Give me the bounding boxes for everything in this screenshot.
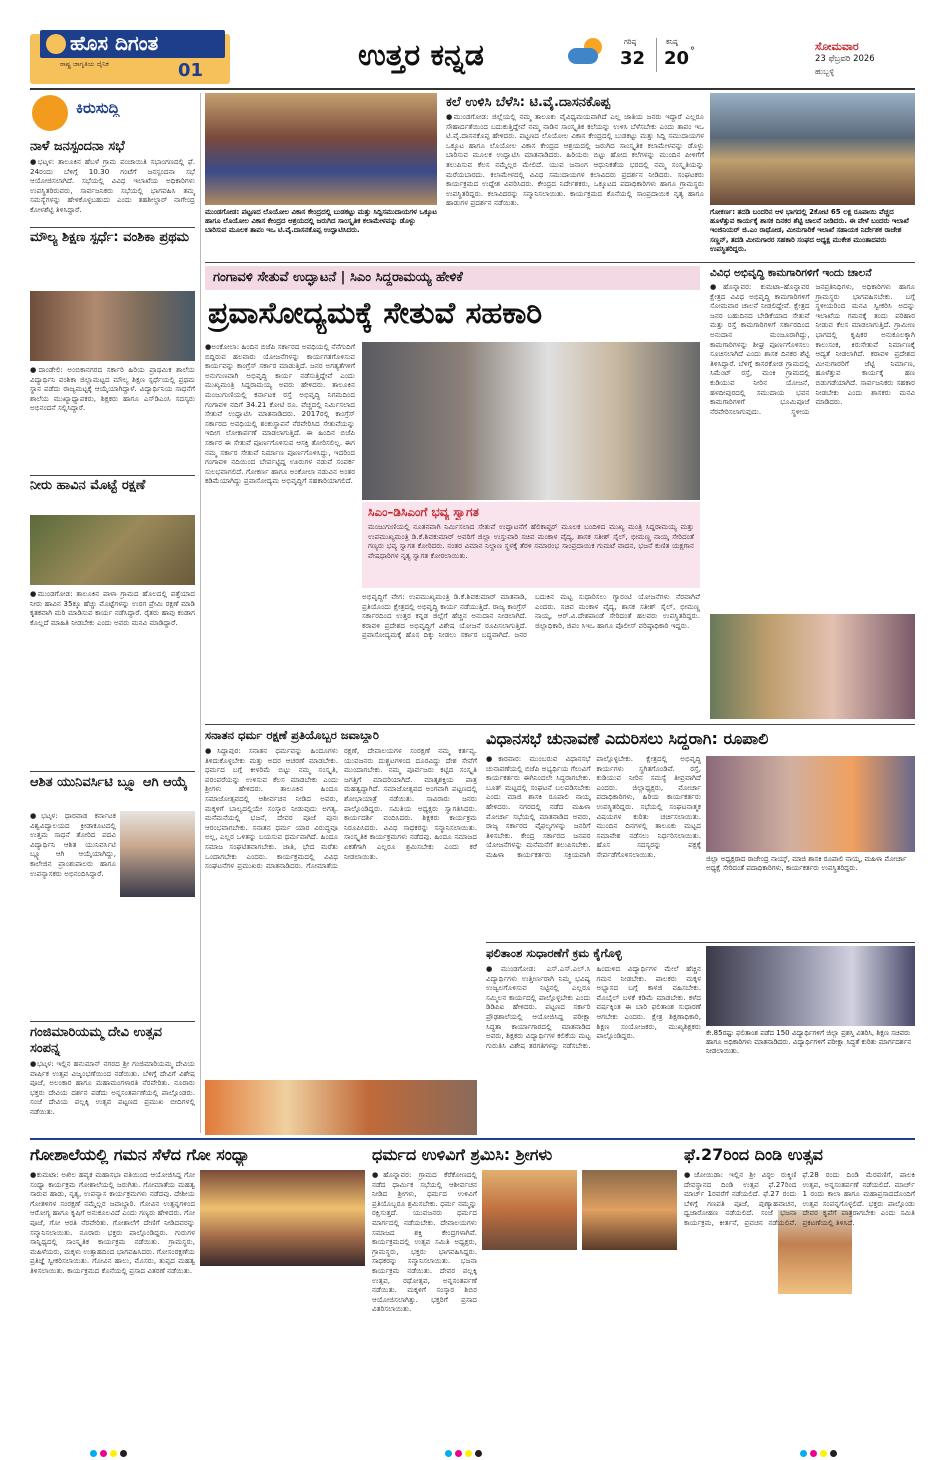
harbor-dredging-photo — [710, 93, 915, 205]
registration-dots — [800, 1442, 840, 1460]
story-headline: ವಿವಿಧ ಅಭಿವೃದ್ಧಿ ಕಾಮಗಾರಿಗಳಿಗೆ ಇಂದು ಚಾಲನೆ — [710, 267, 872, 279]
students-photo — [30, 291, 195, 361]
cultural-fair-photo — [205, 93, 437, 205]
story-headline: ಸನಾತನ ಧರ್ಮ ರಕ್ಷಣೆ ಪ್ರತಿಯೊಬ್ಬರ ಜವಾಬ್ದಾರಿ — [205, 728, 380, 742]
logo-text: ಹೊಸ ದಿಗಂತ — [70, 31, 159, 55]
story-body: ●ಜೋಯಿಡಾ: ಇಲ್ಲಿನ ಶ್ರೀ ವಿಠ್ಠಲ ರುಕ್ಮಿಣಿ ದೇವಸ್ಥಾನದ ದಿಂಡಿ ಉತ್ಸವ ಫೆ.27ರಿಂದ ಮಾರ್ಚ್ 1ರವರೆಗೆ ನಡೆಯಲಿದೆ. ಫೆ.27 ರಂದು ಬೆಳಿಗ್ಗೆ ಗಣಪತಿ ಪೂಜೆ, ಪುಣ್ಯಾಹವಾಚನ, ಧ್ವಜಾರೋಹಣ ನಡೆಯಲಿದೆ. ಸಂಜೆ ಭಜನಾ ಕಾರ್ಯಕ್ರಮ, ಕೀರ್ತನೆ, ಪ್ರವಚನ ನಡೆಯಲಿವೆ. ಫೆ.28 ರಂದು ದಿಂಡಿ ಮೆರವಣಿಗೆ, ಪಾಲಕಿ ಉತ್ಸವ, ಅನ್ನಸಂತರ್ಪಣೆ ನಡೆಯಲಿದೆ. ಮಾರ್ಚ್ 1 ರಂದು ಕಾಲಾ ಹಾಗೂ ಮಹಾಪ್ರಸಾದದೊಂದಿಗೆ ಉತ್ಸವ ಸಂಪನ್ನಗೊಳ್ಳಲಿದೆ. ಭಕ್ತರು ಪಾಲ್ಗೊಂಡು ದೇವರ ಕೃಪೆಗೆ ಪಾತ್ರರಾಗಬೇಕು ಎಂದು ಸಮಿತಿ ಪ್ರಕಟಣೆಯಲ್ಲಿ ತಿಳಿಸಿದೆ. — [684, 1170, 915, 1227]
edition-title: ಉತ್ತರ ಕನ್ನಡ — [358, 38, 484, 73]
student-portrait — [120, 811, 195, 897]
photo-caption: ಜಿಲ್ಲಾ ಅಧ್ಯಕ್ಷರಾದ ರಾಜೇಂದ್ರ ನಾಯ್ಕ್, ಮಾಜಿ ಶಾಸಕಿ ರೂಪಾಲಿ ನಾಯ್ಕ, ಮಹಿಳಾ ಮೋರ್ಚಾ ಅಧ್ಯಕ್ಷೆ ಸೇರಿದಂತೆ ಪದಾಧಿಕಾರಿಗಳು, ಕಾರ್ಯಕರ್ತರು ಉಪಸ್ಥಿತರಿದ್ದರು. — [706, 855, 907, 873]
snake-eggs-photo — [30, 515, 195, 585]
photo-caption: ಮುಂಡಗೋಡ: ಪಟ್ಟಣದ ಲೊಯೋಲ ವಿಕಾಸ ಕೇಂದ್ರದಲ್ಲಿ ಬುಡಕಟ್ಟು ಮತ್ತು ಸಿದ್ದಿಸಮುದಾಯಗಳ ಒಕ್ಕೂಟ ಹಾಗೂ ಲೊಯೋಲ ವಿಕಾಸ ಕೇಂದ್ರದ ಆಶ್ರಯದಲ್ಲಿ ಜರುಗಿದ ಸಾಂಸ್ಕೃತಿಕ ಕಲಾಮೇಳವನ್ನು ಡೊಳ್ಳು ಬಾರಿಸುವ ಮೂಲಕ ತಾಪಂ ಇಒ ಟಿ.ವೈ.ದಾಸನಕೊಪ್ಪ ಉದ್ಘಾಟಿಸಿದರು. — [205, 208, 437, 235]
story-body: ●ಹೊನ್ನಾವರ: ಕುಮಟಾ–ಹೊನ್ನಾವರ ಕ್ಷೇತ್ರದ ವಿವಿಧ ಅಭಿವೃದ್ಧಿ ಕಾಮಗಾರಿಗಳಿಗೆ ಸೋಮವಾರ ಚಾಲನೆ ನೀಡಲಿದ್ದೇವೆ. ಕ್ಷೇತ್ರದ ಜನರ ಬಹುದಿನದ ಬೇಡಿಕೆಯಾದ ಸೇತುವೆ ಮತ್ತು ರಸ್ತೆ ಕಾಮಗಾರಿಗಳಿಗೆ ಸರ್ಕಾರದಿಂದ ಅನುದಾನ ಮಂಜೂರಾಗಿದ್ದು, ಕಾಮಗಾರಿಗಳನ್ನು ಶೀಘ್ರ ಪೂರ್ಣಗೊಳಿಸಲು ಸೂಚಿಸಲಾಗಿದೆ ಎಂದು ಶಾಸಕ ದಿನಕರ ಶೆಟ್ಟಿ ತಿಳಿಸಿದ್ದಾರೆ. ಬೆಳಿಗ್ಗೆ ಕಾಸರಕೋಡ ಗ್ರಾಮದಲ್ಲಿ ಸಿಮೆಂಟ್ ರಸ್ತೆ, ಮಂಕಿ ಗ್ರಾಮದಲ್ಲಿ ಕುಡಿಯುವ ನೀರಿನ ಯೋಜನೆ, ಹಳದೀಪುರದಲ್ಲಿ ಸಮುದಾಯ ಭವನ ಕಾಮಗಾರಿಗಳಿಗೆ ಭೂಮಿಪೂಜೆ ನೆರವೇರಿಸಲಾಗುವುದು. ಸ್ಥಳೀಯ ಜನಪ್ರತಿನಿಧಿಗಳು, ಅಧಿಕಾರಿಗಳು ಹಾಗೂ ಗ್ರಾಮಸ್ಥರು ಭಾಗವಹಿಸಬೇಕು. ಬಗ್ಗೆ ಸ್ಥಳೀಯರಿಂದ ಮನವಿ ಸ್ವೀಕರಿಸಿ ಅದನ್ನು ಇಲಾಖೆಯ ಗಮನಕ್ಕೆ ತಂದು ಪರಿಹಾರ ನೀಡುವ ಕೆಲಸ ಮಾಡಲಾಗುತ್ತಿದೆ. ಗ್ರಾಮೀಣ ಭಾಗದಲ್ಲಿ ಕೃಷಿಕರ ಅನುಕೂಲಕ್ಕಾಗಿ ಕಾಲುಸಂಕ, ಕಿರುಸೇತುವೆ ನಿರ್ಮಾಣಕ್ಕೆ ಆದ್ಯತೆ ನೀಡಲಾಗಿದೆ. ಕರಾವಳಿ ಪ್ರದೇಶದ ಮೀನುಗಾರರಿಗೆ ಜೆಟ್ಟಿ ನಿರ್ಮಾಣ, ಹೂಳೆತ್ತುವ ಕಾರ್ಯಕ್ಕೆ ಹಣ ಬಿಡುಗಡೆಯಾಗಿದೆ. ಸಾರ್ವಜನಿಕರು ಸಹಕಾರ ನೀಡಬೇಕು ಎಂದು ಶಾಸಕರು ಮನವಿ ಮಾಡಿದರು. — [710, 282, 915, 416]
samajotsava-photo — [205, 1080, 477, 1135]
dharma-photo-2 — [582, 1170, 677, 1250]
weather-unit: ° — [690, 46, 695, 57]
story-headline: ಗೋಶಾಲೆಯಲ್ಲಿ ಗಮನ ಸೆಳೆದ ಗೋ ಸಂಧ್ಯಾ — [30, 1145, 250, 1164]
lamp-icon — [46, 34, 66, 54]
page-number: 01 — [178, 60, 204, 81]
brief-title: ಮೌಲ್ಯ ಶಿಕ್ಷಣ ಸ್ಪರ್ಧೆ: ವಂಶಿಕಾ ಪ್ರಥಮ — [30, 230, 189, 245]
logo-tag: ರಾಷ್ಟ್ರ ಜಾಗೃತಿಯ ದೈನಿಕ — [60, 60, 109, 68]
issue-date: 23 ಫೆಬ್ರವರಿ 2026 — [815, 54, 875, 64]
registration-dots — [445, 1442, 485, 1460]
brief-title: ನೀರು ಹಾವಿನ ಮೊಟ್ಟೆ ರಕ್ಷಣೆ — [30, 478, 146, 493]
photo-caption: ಗೋಕರ್ಣ: ತದಡಿ ಬಂದರಿನ ಆಳ ಭಾಗದಲ್ಲಿ 2ಕೋಟಿ 65 ಲಕ್ಷ ರೂಪಾಯಿ ವೆಚ್ಚದ ಹೂಳೆತ್ತುವ ಕಾರ್ಯಕ್ಕೆ ಶಾಸಕ ದಿನಕರ ಶೆಟ್ಟಿ ಚಾಲನೆ ನೀಡಿದರು. ಈ ವೇಳೆ ಬಂದರು ಇಲಾಖೆ ಇಂಜಿನಿಯರ್ ಜಿ.ಎಂ ರಾಥೋಡ, ಮೀನುಗಾರಿಕೆ ಇಲಾಖೆ ಸಹಾಯಕ ನಿರ್ದೇಶಕ ರಾಜೇಶ ಸಣ್ಣನ್, ತದಡಿ ಮೀನುಗಾರರ ಸಹಕಾರಿ ಸಂಘದ ಅಧ್ಯಕ್ಷ ಮುಕೇಶ ಮುಂತಾದವರು ಉಪಸ್ಥಿತರಿದ್ದರು. — [710, 208, 909, 253]
weather-max: 32 — [620, 48, 646, 69]
column-rule — [200, 93, 201, 1133]
registration-dots — [90, 1442, 130, 1460]
story-body: ●ಸಿದ್ದಾಪುರ: ಸನಾತನ ಧರ್ಮವನ್ನು ಹಿಂದೂಗಳು ತಿಳಿದುಕೊಳ್ಳಬೇಕು ಮತ್ತು ಅದರ ಆಚರಣೆ ಮಾಡಬೇಕು. ಧರ್ಮದ ಬಗ್ಗೆ ಕೀಳರಿಮೆ ಬಿಟ್ಟು ನಮ್ಮ ಸಂಸ್ಕೃತಿ, ಪರಂಪರೆಯನ್ನು ಉಳಿಸುವ ಕೆಲಸ ಮಾಡಬೇಕು ಎಂದು ಶ್ರೀಗಳು ಹೇಳಿದರು. ತಾಲೂಕಿನ ಹಿಂದೂ ಸಮಾಜೋತ್ಸವದಲ್ಲಿ ಆಶೀರ್ವಚನ ನೀಡಿದ ಅವರು, ಮಕ್ಕಳಿಗೆ ಬಾಲ್ಯದಲ್ಲಿಯೇ ಸಂಸ್ಕಾರ ನೀಡುವುದು ಅಗತ್ಯ. ಮನೆಮನೆಯಲ್ಲಿ ಭಜನೆ, ದೇವರ ಪೂಜೆ ಪುನಃ ಆರಂಭವಾಗಬೇಕು. ಸನಾತನ ಧರ್ಮ ಯಾರ ವಿರುದ್ಧವೂ ಅಲ್ಲ, ಎಲ್ಲರ ಒಳಿತನ್ನು ಬಯಸುವ ಧರ್ಮವಾಗಿದೆ. ಹಿಂದೂ ಸಮಾಜ ಸಂಘಟಿತವಾಗಬೇಕು. ಜಾತಿ, ಭೇದ ಮರೆತು ಒಂದಾಗಬೇಕು ಎಂದರು. ಕಾರ್ಯಕ್ರಮದಲ್ಲಿ ವಿವಿಧ ಸಂಘಟನೆಗಳ ಪ್ರಮುಖರು ಮಾತನಾಡಿದರು. ಗೋಮಾತೆಯ ರಕ್ಷಣೆ, ದೇವಾಲಯಗಳ ಸಂರಕ್ಷಣೆ ನಮ್ಮ ಕರ್ತವ್ಯ. ಯುವಜನರು ದುಶ್ಚಟಗಳಿಂದ ದೂರವಿದ್ದು ದೇಶ ಸೇವೆಗೆ ಮುಂದಾಗಬೇಕು. ನಮ್ಮ ಪೂರ್ವಜರು ಕಟ್ಟಿದ ಸಂಸ್ಕೃತಿ ಜಗತ್ತಿಗೆ ಮಾದರಿಯಾಗಿದೆ. ಮಾತೃಶಕ್ತಿಯ ಪಾತ್ರ ಮಹತ್ವದ್ದಾಗಿದೆ. ಸಮಾಜೋತ್ಸವದ ಅಂಗವಾಗಿ ಪಟ್ಟಣದಲ್ಲಿ ಶೋಭಾಯಾತ್ರೆ ನಡೆಯಿತು. ಸಾವಿರಾರು ಜನರು ಪಾಲ್ಗೊಂಡಿದ್ದರು. ಸಮಿತಿಯ ಅಧ್ಯಕ್ಷರು ಸ್ವಾಗತಿಸಿದರು. ಕಾರ್ಯದರ್ಶಿ ವಂದಿಸಿದರು. ಶಿಕ್ಷಕರು ಕಾರ್ಯಕ್ರಮ ನಿರೂಪಿಸಿದರು. ವಿವಿಧ ಸಾಧಕರನ್ನು ಸನ್ಮಾನಿಸಲಾಯಿತು. ಸಾಂಸ್ಕೃತಿಕ ಕಾರ್ಯಕ್ರಮಗಳು ನಡೆದವು. ಹಿಂದೂ ಸಮಾಜದ ಏಕತೆಗಾಗಿ ಎಲ್ಲರೂ ಶ್ರಮಿಸಬೇಕು ಎಂದು ಕರೆ ನೀಡಲಾಯಿತು. — [205, 746, 477, 871]
weekday: ಸೋಮವಾರ — [815, 40, 859, 53]
story-headline: ಫಲಿತಾಂಶ ಸುಧಾರಣೆಗೆ ಕ್ರಮ ಕೈಗೊಳ್ಳಿ — [486, 946, 622, 960]
lead-photo-caption-box — [362, 502, 700, 588]
weather-min-label: ಕನಿಷ್ಠ — [666, 38, 678, 46]
brief-body: ●ಮುಂಡಗೋಡ: ತಾಲೂಕಿನ ಪಾಳಾ ಗ್ರಾಮದ ಹೊಲದಲ್ಲಿ ಪತ್ತೆಯಾದ ನೀರು ಹಾವಿನ 35ಕ್ಕೂ ಹೆಚ್ಚು ಮೊಟ್ಟೆಗಳನ್ನು ಉರಗ ಪ್ರೇಮಿ ರಕ್ಷಣೆ ಮಾಡಿ ಕೃತಕವಾಗಿ ಮರಿ ಮಾಡಿಸುವ ಕಾರ್ಯ ನಡೆಸಿದ್ದಾರೆ. ರೈತರು ಹಾವು ಕಂಡಾಗ ಕೊಲ್ಲದೆ ಮಾಹಿತಿ ನೀಡಬೇಕು ಎಂದು ಅವರು ಮನವಿ ಮಾಡಿದ್ದಾರೆ. — [30, 589, 195, 627]
exam-workshop-photo — [706, 946, 915, 1026]
section-rule — [205, 724, 915, 725]
weather-divider — [656, 38, 657, 72]
story-body: ●ಹೊನ್ನಾವರ: ಗ್ರಾಮದ ಕೆರೆಕೋಣದಲ್ಲಿ ನಡೆದ ಧಾರ್ಮಿಕ ಸಭೆಯಲ್ಲಿ ಆಶೀರ್ವಚನ ನೀಡಿದ ಶ್ರೀಗಳು, ಧರ್ಮದ ಉಳಿವಿಗೆ ಪ್ರತಿಯೊಬ್ಬರೂ ಶ್ರಮಿಸಬೇಕು. ಧರ್ಮ ನಮ್ಮನ್ನು ರಕ್ಷಿಸುತ್ತದೆ. ಯುವಜನರು ಧರ್ಮದ ಮಾರ್ಗದಲ್ಲಿ ನಡೆಯಬೇಕು. ದೇವಾಲಯಗಳು ಸಮಾಜದ ಶಕ್ತಿ ಕೇಂದ್ರಗಳಾಗಿವೆ. ಕಾರ್ಯಕ್ರಮದಲ್ಲಿ ಉತ್ಸವ ಸಮಿತಿ ಅಧ್ಯಕ್ಷರು, ಗ್ರಾಮಸ್ಥರು, ಭಕ್ತರು ಭಾಗವಹಿಸಿದ್ದರು. ಸಾಧಕರನ್ನು ಸನ್ಮಾನಿಸಲಾಯಿತು. ಭಜನಾ ಕಾರ್ಯಕ್ರಮ ನಡೆಯಿತು. ದೇವರ ಪಲ್ಲಕ್ಕಿ ಉತ್ಸವ, ರಥೋತ್ಸವ, ಅನ್ನಸಂತರ್ಪಣೆ ನಡೆಯಿತು. ಮಕ್ಕಳಿಗೆ ಸಂಸ್ಕಾರ ಶಿಬಿರ ಆಯೋಜಿಸಲಾಗಿತ್ತು. ಭಕ್ತರಿಗೆ ಪ್ರಸಾದ ವಿತರಿಸಲಾಯಿತು. — [372, 1170, 477, 1314]
sun-cloud-icon — [568, 38, 604, 68]
divider — [30, 1021, 195, 1022]
brief-body: ●ಭಟ್ಕಳ: ತಾಲೂಕಿನ ಹೆಬಳೆ ಗ್ರಾಮ ಪಂಚಾಯಿತಿ ಸಭಾಂಗಣದಲ್ಲಿ ಫೆ. 24ರಂದು ಬೆಳಿಗ್ಗೆ 10.30 ಗಂಟೆಗೆ ಜನಸ್ಪಂದನಾ ಸಭೆ ಆಯೋಜಿಸಲಾಗಿದೆ. ಸಭೆಯಲ್ಲಿ ವಿವಿಧ ಇಲಾಖೆಯ ಅಧಿಕಾರಿಗಳು ಉಪಸ್ಥಿತರಿರುವರು, ಸಾರ್ವಜನಿಕರು ಸಭೆಯಲ್ಲಿ ಭಾಗವಹಿಸಿ ತಮ್ಮ ಸಮಸ್ಯೆಗಳನ್ನು ಹೇಳಿಕೊಳ್ಳಬಹುದು ಎಂದು ತಹಶೀಲ್ದಾರ್ ನಾಗೇಂದ್ರ ಕೋಳಶೆಟ್ಟಿ ತಿಳಿಸಿದ್ದಾರೆ. — [30, 157, 195, 214]
masthead — [0, 0, 945, 90]
brief-body: ●ದಾಂಡೇಲಿ: ಅಂಬಿಕಾನಗರದ ಸರ್ಕಾರಿ ಹಿರಿಯ ಪ್ರಾಥಮಿಕ ಶಾಲೆಯ ವಿದ್ಯಾರ್ಥಿನಿ ವಂಶಿಕಾ ಜಿಲ್ಲಾಮಟ್ಟದ ಮೌಲ್ಯ ಶಿಕ್ಷಣ ಸ್ಪರ್ಧೆಯಲ್ಲಿ ಪ್ರಥಮ ಸ್ಥಾನ ಪಡೆದು ರಾಜ್ಯಮಟ್ಟಕ್ಕೆ ಆಯ್ಕೆಯಾಗಿದ್ದಾಳೆ. ವಿದ್ಯಾರ್ಥಿನಿಯ ಸಾಧನೆಗೆ ಶಾಲೆಯ ಮುಖ್ಯಾಧ್ಯಾಪಕರು, ಶಿಕ್ಷಕರು ಹಾಗೂ ಎಸ್‌ಡಿಎಂಸಿ ಸದಸ್ಯರು ಅಭಿನಂದನೆ ಸಲ್ಲಿಸಿದ್ದಾರೆ. — [30, 365, 195, 413]
lead-kicker-text: ಗಂಗಾವಳಿ ಸೇತುವೆ ಉದ್ಘಾಟನೆ | ಸಿಎಂ ಸಿದ್ದರಾಮಯ್ಯ ಹೇಳಿಕೆ — [213, 270, 463, 285]
divider — [30, 475, 195, 476]
lead-body-continued: ಅಭಿವೃದ್ಧಿಗೆ ವೇಗ: ಉಪಮುಖ್ಯಮಂತ್ರಿ ಡಿ.ಕೆ.ಶಿವಕುಮಾರ್ ಮಾತನಾಡಿ, ಪ್ರತಿಯೊಂದು ಕ್ಷೇತ್ರದಲ್ಲಿ ಅಭಿವೃದ್ಧಿ ಕಾರ್ಯ ನಡೆಯುತ್ತಿದೆ. ರಾಜ್ಯ ಕಾಂಗ್ರೆಸ್ ಸರ್ಕಾರದಿಂದ ಉತ್ತರ ಕನ್ನಡ ಜಿಲ್ಲೆಗೆ ಹೆಚ್ಚಿನ ಅನುದಾನ ನೀಡಲಾಗಿದೆ. ಕರಾವಳಿ ಪ್ರದೇಶದ ಅಭಿವೃದ್ಧಿಗೆ ವಿಶೇಷ ಯೋಜನೆ ರೂಪಿಸಲಾಗುತ್ತಿದೆ. ಪ್ರವಾಸೋದ್ಯಮಕ್ಕೆ ಹೊಸ ದಿಕ್ಕು ನೀಡಲು ಸರ್ಕಾರ ಬದ್ಧವಾಗಿದೆ. ಜನರ ಬದುಕಿನ ಮಟ್ಟ ಸುಧಾರಿಸಲು ಗ್ಯಾರಂಟಿ ಯೋಜನೆಗಳು ನೆರವಾಗಿವೆ ಎಂದರು. ಸಚಿವ ಮಂಕಾಳ ವೈದ್ಯ, ಶಾಸಕ ಸತೀಶ್ ಸೈಲ್, ಭೀಮಣ್ಣ ನಾಯ್ಕ, ಆರ್.ವಿ.ದೇಶಪಾಂಡೆ ಸೇರಿದಂತೆ ಹಲವರು ಉಪಸ್ಥಿತರಿದ್ದರು. ಜಿಲ್ಲಾಧಿಕಾರಿ, ಜಿಪಂ ಸಿಇಒ ಹಾಗೂ ಪೊಲೀಸ್ ವರಿಷ್ಠಾಧಿಕಾರಿ ಇದ್ದರು. — [362, 592, 700, 640]
kirusuddi-header — [30, 93, 195, 133]
cm-inauguration-photo — [362, 342, 700, 500]
lead-headline: ಪ್ರವಾಸೋದ್ಯಮಕ್ಕೆ ಸೇತುವೆ ಸಹಕಾರಿ — [208, 296, 543, 331]
kirusuddi-column — [30, 93, 195, 1133]
section-rule — [30, 1138, 915, 1140]
story-body: ●ಮುಂಡಗೋಡ: ಜಿಲ್ಲೆಯಲ್ಲಿ ನಮ್ಮ ತಾಲೂಕು ವೈವಿಧ್ಯಮಯವಾಗಿದೆ ಎಲ್ಲ ಜಾತಿಯ ಜನರು ಇದ್ದಾರೆ ಎಲ್ಲರೂ ಸೌಹಾರ್ದತೆಯಿಂದ ಬದುಕುತ್ತಿದ್ದೇವೆ ನಮ್ಮ ನಾಡಿನ ಸಾಂಸ್ಕೃತಿಕ ಕಲೆಯನ್ನು ಉಳಿಸಿ ಬೆಳೆಸಬೇಕು ಎಂದು ತಾಪಂ ಇಒ ಟಿ.ವೈ.ದಾಸನಕೊಪ್ಪ ಹೇಳಿದರು. ಪಟ್ಟಣದ ಲೊಯೋಲ ವಿಕಾಸ ಕೇಂದ್ರದಲ್ಲಿ ಬುಡಕಟ್ಟು ಮತ್ತು ಸಿದ್ದಿ ಸಮುದಾಯಗಳ ಒಕ್ಕೂಟ ಹಾಗೂ ಲೊಯೋಲ ವಿಕಾಸ ಕೇಂದ್ರದ ಆಶ್ರಯದಲ್ಲಿ ಜರುಗಿದ ಸಾಂಸ್ಕೃತಿಕ ಕಲಾಮೇಳವನ್ನು ಡೊಳ್ಳು ಬಾರಿಸುವ ಮೂಲಕ ಉದ್ಘಾಟಿಸಿ ಮಾತನಾಡಿದರು. ಹಿರಿಯರು ಬಿಟ್ಟು ಹೋದ ಕಲೆಗಳನ್ನು ಮುಂದಿನ ಪೀಳಿಗೆಗೆ ತಲುಪಿಸುವ ಕೆಲಸ ನಮ್ಮೆಲ್ಲರ ಮೇಲಿದೆ. ಯುವ ಜನಾಂಗ ಆಧುನಿಕತೆಯ ಭರದಲ್ಲಿ ನಮ್ಮ ಸಂಸ್ಕೃತಿಯನ್ನು ಮರೆಯಬಾರದು. ಕಲಾಮೇಳದಲ್ಲಿ ವಿವಿಧ ಸಮುದಾಯಗಳ ಕಲಾವಿದರು ಪ್ರದರ್ಶನ ನೀಡಿದರು. ಸಂಘಟಕರು ಕಾರ್ಯಕ್ರಮದ ಉದ್ದೇಶ ವಿವರಿಸಿದರು. ಕೇಂದ್ರದ ನಿರ್ದೇಶಕರು, ಒಕ್ಕೂಟದ ಪದಾಧಿಕಾರಿಗಳು ಹಾಗೂ ಗ್ರಾಮಸ್ಥರು ಉಪಸ್ಥಿತರಿದ್ದರು. ಕಲಾವಿದರನ್ನು ಸನ್ಮಾನಿಸಲಾಯಿತು. ಕಾರ್ಯಕ್ರಮದ ಕೊನೆಯಲ್ಲಿ ಸಾಂಪ್ರದಾಯಿಕ ನೃತ್ಯ ಹಾಗೂ ಹಾಡುಗಳ ಪ್ರದರ್ಶನ ನಡೆಯಿತು. — [446, 112, 704, 208]
photo-caption: ಕೇ.85ರಷ್ಟು ಫಲಿತಾಂಶ ಪಡೆದ 150 ವಿದ್ಯಾರ್ಥಿಗಳಿಗೆ ಜಿಲ್ಲಾ ಪ್ರಶಸ್ತಿ ವಿತರಿಸಿ, ಶಿಕ್ಷಣ ಸಚಿವರು ಹಾಗೂ ಅಧಿಕಾರಿಗಳು ಮಾತನಾಡಿದರು. ವಿದ್ಯಾರ್ಥಿಗಳಿಗೆ ಪರೀಕ್ಷಾ ಸಿದ್ಧತೆ ಕುರಿತು ಮಾರ್ಗದರ್ಶನ ನೀಡಲಾಯಿತು. — [706, 1029, 912, 1056]
bjp-meeting-photo — [706, 756, 915, 852]
masthead-rule — [30, 88, 915, 90]
story-body: ●ಕುಮಟಾ: ಅಖಿಲ ಹವ್ಯಕ ಮಹಾಸಭಾ ವತಿಯಿಂದ ಆಯೋಜಿಸಿದ್ದ ಗೋ ಸಂಧ್ಯಾ ಕಾರ್ಯಕ್ರಮ ಗೋಶಾಲೆಯಲ್ಲಿ ಜರುಗಿತು. ಗೋಮಾತೆಯ ಮಹತ್ವ ಸಾರುವ ಹಾಡು, ನೃತ್ಯ, ಉಪನ್ಯಾಸ ಕಾರ್ಯಕ್ರಮಗಳು ನಡೆದವು. ದೇಶೀಯ ಗೋತಳಿಗಳ ಸಂರಕ್ಷಣೆ ನಮ್ಮೆಲ್ಲರ ಜವಾಬ್ದಾರಿ. ಗೋವಿನ ಉತ್ಪನ್ನಗಳಿಂದ ಆರೋಗ್ಯ ಹಾಗೂ ಕೃಷಿಗೆ ಅನುಕೂಲವಿದೆ ಎಂದು ಗಣ್ಯರು ಹೇಳಿದರು. ಗೋ ಪೂಜೆ, ಗೋ ಆರತಿ ನೆರವೇರಿತು. ಗೋಶಾಲೆಗೆ ದೇಣಿಗೆ ನೀಡಿದವರನ್ನು ಸನ್ಮಾನಿಸಲಾಯಿತು. ನೂರಾರು ಭಕ್ತರು ಪಾಲ್ಗೊಂಡಿದ್ದರು. ಗುರುಗಳ ಸಾನ್ನಿಧ್ಯದಲ್ಲಿ ಸಾಂಸ್ಕೃತಿಕ ಕಾರ್ಯಕ್ರಮ ನಡೆಯಿತು. ಗ್ರಾಮಸ್ಥರು, ಮಹಿಳೆಯರು, ಮಕ್ಕಳು ಉತ್ಸಾಹದಿಂದ ಭಾಗವಹಿಸಿದರು. ಗೋಸಂರಕ್ಷಣೆಯ ಪ್ರತಿಜ್ಞೆ ಸ್ವೀಕರಿಸಲಾಯಿತು. ಗೋವಿನ ಹಾಲು, ಮೊಸರು, ತುಪ್ಪದ ಮಹತ್ವ ತಿಳಿಸಲಾಯಿತು. ಕಾರ್ಯಕ್ರಮದ ಕೊನೆಯಲ್ಲಿ ಪ್ರಸಾದ ವಿತರಣೆ ನಡೆಯಿತು. — [30, 1170, 195, 1275]
lead-kicker — [205, 266, 700, 290]
dharma-photo-1 — [482, 1170, 577, 1250]
kirusuddi-label: ಕಿರುಸುದ್ದಿ — [76, 99, 120, 117]
story-headline: ಫೆ.27ರಿಂದ ದಿಂಡಿ ಉತ್ಸವ — [684, 1145, 823, 1164]
story-body: ●ಕಾರವಾರ: ಮುಂಬರುವ ವಿಧಾನಸಭೆ ಚುನಾವಣೆಯಲ್ಲಿ ಬಿಜೆಪಿ ಅಭ್ಯರ್ಥಿಯ ಗೆಲುವಿಗೆ ಕಾರ್ಯಕರ್ತರು ಈಗಿನಿಂದಲೇ ಸಿದ್ಧರಾಗಬೇಕು. ಬೂತ್ ಮಟ್ಟದಲ್ಲಿ ಸಂಘಟನೆ ಬಲಪಡಿಸಬೇಕು ಎಂದು ಮಾಜಿ ಶಾಸಕಿ ರೂಪಾಲಿ ನಾಯ್ಕ ಹೇಳಿದರು. ನಗರದಲ್ಲಿ ನಡೆದ ಮಹಿಳಾ ಮೋರ್ಚಾ ಸಭೆಯಲ್ಲಿ ಮಾತನಾಡಿದ ಅವರು, ರಾಜ್ಯ ಸರ್ಕಾರದ ವೈಫಲ್ಯಗಳನ್ನು ಜನರಿಗೆ ತಿಳಿಸಬೇಕು. ಕೇಂದ್ರ ಸರ್ಕಾರದ ಜನಪರ ಯೋಜನೆಗಳನ್ನು ಮನೆಮನೆಗೆ ತಲುಪಿಸಬೇಕು. ಮಹಿಳಾ ಕಾರ್ಯಕರ್ತರು ಸಕ್ರಿಯವಾಗಿ ಪಾಲ್ಗೊಳ್ಳಬೇಕು. ಕ್ಷೇತ್ರದಲ್ಲಿ ಅಭಿವೃದ್ಧಿ ಕಾರ್ಯಗಳು ಸ್ಥಗಿತಗೊಂಡಿವೆ. ರಸ್ತೆ, ಕುಡಿಯುವ ನೀರಿನ ಸಮಸ್ಯೆ ತೀವ್ರವಾಗಿದೆ ಎಂದರು. ಜಿಲ್ಲಾಧ್ಯಕ್ಷರು, ಮೋರ್ಚಾ ಪದಾಧಿಕಾರಿಗಳು, ಹಿರಿಯ ಕಾರ್ಯಕರ್ತರು ಉಪಸ್ಥಿತರಿದ್ದರು. ಸಭೆಯಲ್ಲಿ ಸಂಘಟನಾತ್ಮಕ ವಿಷಯಗಳ ಕುರಿತು ಚರ್ಚಿಸಲಾಯಿತು. ಮುಂದಿನ ದಿನಗಳಲ್ಲಿ ತಾಲೂಕು ಮಟ್ಟದ ಸಮಾವೇಶ ನಡೆಸಲು ನಿರ್ಧರಿಸಲಾಯಿತು. ಹೊಸ ಸದಸ್ಯರನ್ನು ಪಕ್ಷಕ್ಕೆ ಸೇರ್ಪಡೆಗೊಳಿಸಲಾಯಿತು. — [486, 754, 701, 859]
city: ಹುಬ್ಬಳ್ಳಿ — [815, 67, 835, 76]
weather-min: 20 — [664, 48, 690, 69]
section-rule — [205, 262, 915, 263]
photo-caption-title: ಸಿಎಂ–ಡಿಸಿಎಂಗೆ ಭವ್ಯ ಸ್ವಾಗತ — [368, 505, 479, 519]
photo-caption-body: ಮಂಜುಗುಣಿಯಲ್ಲಿ ನೂತನವಾಗಿ ನಿರ್ಮಿಸಲಾದ ಸೇತುವೆ ಉದ್ಘಾಟನೆಗೆ ಹೆಲಿಕಾಪ್ಟರ್ ಮೂಲಕ ಬಂದಿಳಿದ ಮುಖ್ಯ ಮಂತ್ರಿ ಸಿದ್ದರಾಮಯ್ಯ ಮತ್ತು ಉಪಮುಖ್ಯಮಂತ್ರಿ ಡಿ.ಕೆ.ಶಿವಕುಮಾರ್ ಅವರಿಗೆ ಜಿಲ್ಲಾ ಉಸ್ತುವಾರಿ ಸಚಿವ ಮಂಕಾಳ ವೈದ್ಯ, ಶಾಸಕ ಸತೀಶ್ ಸೈಲ್, ಭೀಮಣ್ಣ ನಾಯ್ಕ ಸೇರಿದಂತೆ ಗಣ್ಯರು ಭವ್ಯ ಸ್ವಾಗತ ಕೋರಿದರು. ನಂತರ ವಿಮಾನ ನಿಲ್ದಾಣ ಸ್ಥಳಕ್ಕೆ ತೆರಳಿ ಸಮಾರಂಭ ಸಾಂಪ್ರದಾಯಿಕ ಗುಮಟೆ ವಾದನ, ಭಜನೆ ಕುಣಿತ ಯಕ್ಷಗಾನ ವೇಷಧಾರಿಗಳ ನೃತ್ಯ ಸ್ವಾಗತ ಕೋರಲಾಯಿತು. — [368, 522, 694, 560]
felicitation-photo — [710, 614, 915, 719]
brief-title: ನಾಳೆ ಜನಸ್ಪಂದನಾ ಸಭೆ — [30, 139, 125, 154]
weather-max-label: ಗರಿಷ್ಠ — [624, 38, 637, 46]
brief-body: ●ಭಟ್ಕಳ: ಧಾರವಾಡ ಕರ್ನಾಟಕ ವಿಶ್ವವಿದ್ಯಾಲಯದ ಕ್ರೀಡಾಕೂಟದಲ್ಲಿ ಉತ್ತಮ ಸಾಧನೆ ತೋರಿದ ಪದವಿ ವಿದ್ಯಾರ್ಥಿನಿ ಆಶಿತ ಯುನಿವರ್ಸಿಟಿ ಬ್ಲ್ಯೂ ಆಗಿ ಆಯ್ಕೆಯಾಗಿದ್ದು, ಕಾಲೇಜಿನ ಪ್ರಾಂಶುಪಾಲರು ಹಾಗೂ ಉಪನ್ಯಾಸಕರು ಅಭಿನಂದಿಸಿದ್ದಾರೆ. — [30, 811, 116, 878]
story-headline: ಕಲೆ ಉಳಿಸಿ ಬೆಳೆಸಿ: ಟಿ.ವೈ.ದಾಸನಕೊಪ್ಪ — [446, 95, 611, 110]
brief-body: ●ಭಟ್ಕಳ: ಇಲ್ಲಿನ ಹನುಮಾನ್ ನಗರದ ಶ್ರೀ ಗಂಜಿಮಾರಿಯಮ್ಮ ದೇವಿಯ ವಾರ್ಷಿಕ ಉತ್ಸವ ವಿಜೃಂಭಣೆಯಿಂದ ನಡೆಯಿತು. ಬೆಳಿಗ್ಗೆ ದೇವಿಗೆ ವಿಶೇಷ ಪೂಜೆ, ಅಲಂಕಾರ ಹಾಗೂ ಮಹಾಮಂಗಳಾರತಿ ನೆರವೇರಿತು. ನೂರಾರು ಭಕ್ತರು ದೇವಿಯ ದರ್ಶನ ಪಡೆದು ಅನ್ನಸಂತರ್ಪಣೆಯಲ್ಲಿ ಪಾಲ್ಗೊಂಡರು. ಸಂಜೆ ದೇವಿಯ ಪಲ್ಲಕ್ಕಿ ಉತ್ಸವ ಪಟ್ಟಣದ ಪ್ರಮುಖ ಬೀದಿಗಳಲ್ಲಿ ನಡೆಯಿತು. — [30, 1059, 195, 1116]
story-headline: ವಿಧಾನಸಭೆ ಚುನಾವಣೆ ಎದುರಿಸಲು ಸಿದ್ಧರಾಗಿ: ರೂಪಾಲಿ — [486, 729, 769, 748]
lead-body: ●ಅಂಕೋಲಾ: ಹಿಂದಿನ ಬಿಜೆಪಿ ಸರ್ಕಾರದ ಅವಧಿಯಲ್ಲಿ ನೆನೆಗುದಿಗೆ ಬಿದ್ದಿರುವ ಹಲವಾರು ಯೋಜನೆಗಳನ್ನು ಕಾರ್ಯಗತಗೊಳಿಸುವ ಕಾರ್ಯವನ್ನು ಕಾಂಗ್ರೆಸ್ ಸರ್ಕಾರ ಮಾಡುತ್ತಿದೆ. ಜನರ ಅಗತ್ಯತೆಗಳಿಗೆ ಅನುಗುಣವಾಗಿ ಅಭಿವೃದ್ಧಿ ಕಾರ್ಯ ನಡೆಸುತ್ತಿದ್ದೇವೆ ಎಂದು ಮುಖ್ಯಮಂತ್ರಿ ಸಿದ್ದರಾಮಯ್ಯ ಅವರು ಹೇಳಿದರು. ತಾಲೂಕಿನ ಮಂಜುಗುಣಿಯಲ್ಲಿ ಕರ್ನಾಟಕ ರಸ್ತೆ ಅಭಿವೃದ್ಧಿ ನಿಗಮದಿಂದ ಗಂಗಾವಳಿ ನದಿಗೆ 34.21 ಕೋಟಿ ರೂ. ವೆಚ್ಚದಲ್ಲಿ ನಿರ್ಮಿಸಲಾದ ಸೇತುವೆ ಉದ್ಘಾಟಿಸಿ ಮಾತನಾಡಿದರು. 2017ರಲ್ಲಿ ಕಾಂಗ್ರೆಸ್ ಸರ್ಕಾರದ ಅವಧಿಯಲ್ಲಿ ಶಂಕುಸ್ಥಾಪನೆ ನೆರವೇರಿಸಿದ ಸೇತುವೆಯನ್ನು ಇದೀಗ ಲೋಕಾರ್ಪಣೆ ಮಾಡಲಾಗುತ್ತಿದೆ. ಈ ಹಿಂದಿನ ಬಿಜೆಪಿ ಸರ್ಕಾರ ಈ ಸೇತುವೆ ಪೂರ್ಣಗೊಳಿಸುವ ಆಸಕ್ತಿ ತೋರಿಸಲಿಲ್ಲ. ಈಗ ನಮ್ಮ ಸರ್ಕಾರ ಸೇತುವೆ ನಿರ್ಮಾಣ ಪೂರ್ಣಗೊಳಿಸಿದ್ದು, ಇದರಿಂದ ಗಂಗಾವಳಿ ನದಿಯಿಂದ ಬೇರ್ಪಟ್ಟಿದ್ದ ಊರುಗಳ ನಡುವೆ ಸಂಪರ್ಕ ಸುಲಭವಾಗಲಿದೆ. ಗೋಕರ್ಣ ಹಾಗೂ ಅಂಕೋಲಾ ನಡುವಿನ ಅಂತರ ಕಡಿಮೆಯಾಗಿದ್ದು ಪ್ರವಾಸೋದ್ಯಮ ಅಭಿವೃದ್ಧಿಗೆ ಸಹಕಾರಿಯಾಗಲಿದೆ. — [205, 342, 355, 486]
brief-title: ಗಂಜಿಮಾರಿಯಮ್ಮ ದೇವಿ ಉತ್ಸವ ಸಂಪನ್ನ — [30, 1025, 163, 1056]
divider — [30, 227, 195, 228]
divider — [30, 771, 195, 772]
story-body: ●ಮುಂಡಗೋಡ: ಎಸ್.ಎಸ್.ಎಲ್.ಸಿ ವಿದ್ಯಾರ್ಥಿಗಳು ಉತ್ತೀರ್ಣರಾಗಿ ನಿಮ್ಮ ಭವಿಷ್ಯ ಉಜ್ವಲಗೊಳಿಸುವ ನಿಟ್ಟಿನಲ್ಲಿ ಎಲ್ಲರೂ ಸಮ್ಮಿಲನ ಕಾರ್ಯದಲ್ಲಿ ಪಾಲ್ಗೊಳ್ಳಬೇಕು ಎಂದು ಡಿಡಿಪಿಐ ಹೇಳಿದರು. ಪಟ್ಟಣದ ಸರ್ಕಾರಿ ಪ್ರೌಢಶಾಲೆಯಲ್ಲಿ ಆಯೋಜಿಸಿದ್ದ ಪರೀಕ್ಷಾ ಸಿದ್ಧತಾ ಕಾರ್ಯಾಗಾರದಲ್ಲಿ ಮಾತನಾಡಿದ ಅವರು, ಶಿಕ್ಷಕರು ವಿದ್ಯಾರ್ಥಿಗಳ ಕಲಿಕೆಯ ಮಟ್ಟ ಗುರುತಿಸಿ ವಿಶೇಷ ತರಗತಿಗಳನ್ನು ನಡೆಸಬೇಕು. ಹಿಂದುಳಿದ ವಿದ್ಯಾರ್ಥಿಗಳ ಮೇಲೆ ಹೆಚ್ಚಿನ ಗಮನ ನೀಡಬೇಕು. ಪಾಲಕರು ಮಕ್ಕಳ ಅಭ್ಯಾಸದ ಬಗ್ಗೆ ಕಾಳಜಿ ವಹಿಸಬೇಕು. ಮೊಬೈಲ್ ಬಳಕೆ ಕಡಿಮೆ ಮಾಡಬೇಕು. ಕಳೆದ ವರ್ಷಕ್ಕಿಂತ ಈ ಬಾರಿ ಫಲಿತಾಂಶ ಸುಧಾರಣೆ ಆಗಬೇಕು ಎಂದರು. ಕ್ಷೇತ್ರ ಶಿಕ್ಷಣಾಧಿಕಾರಿ, ಶಿಕ್ಷಣ ಸಂಯೋಜಕರು, ಮುಖ್ಯಶಿಕ್ಷಕರು ಪಾಲ್ಗೊಂಡಿದ್ದರು. — [486, 964, 701, 1050]
story-headline: ಧರ್ಮದ ಉಳಿವಿಗೆ ಶ್ರಮಿಸಿ: ಶ್ರೀಗಳು — [372, 1145, 553, 1164]
pointing-hand-icon — [32, 95, 68, 131]
section-rule — [486, 942, 915, 943]
brief-title: ಆಶಿತ ಯುನಿವರ್ಸಿಟಿ ಬ್ಲ್ಯೂ ಆಗಿ ಆಯ್ಕೆ — [30, 775, 188, 790]
go-sandhya-photo — [200, 1170, 365, 1266]
logo-bar — [40, 30, 225, 58]
